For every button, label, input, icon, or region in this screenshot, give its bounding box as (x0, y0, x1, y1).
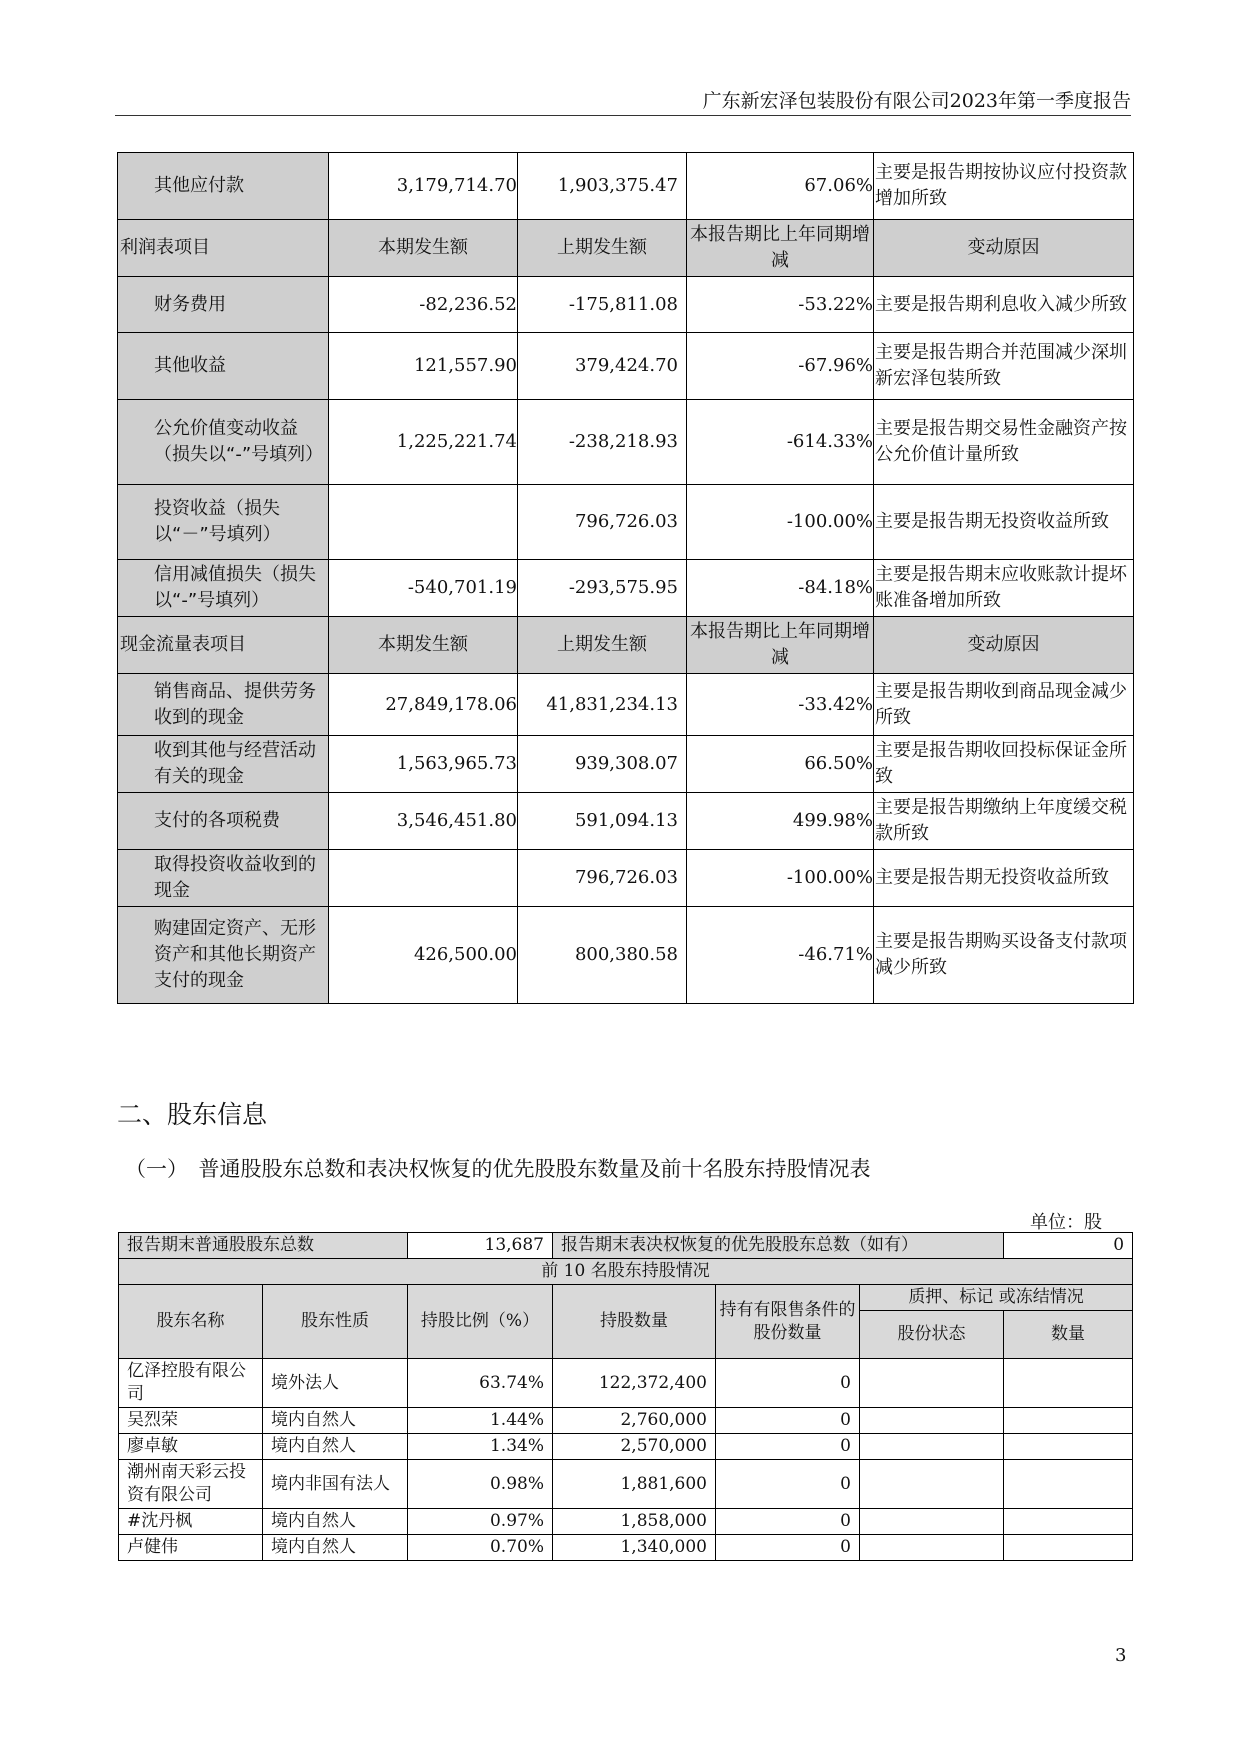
preferred-holders-value: 0 (1004, 1233, 1133, 1259)
restricted-shares: 0 (716, 1460, 860, 1509)
col-amount-header: 数量 (1004, 1311, 1133, 1359)
unit-label: 单位：股 (1030, 1212, 1102, 1233)
current-value: 1,225,221.74 (329, 400, 518, 485)
change-percent: 66.50% (687, 736, 874, 793)
table-row (118, 907, 1134, 1004)
shareholder-nature: 境内自然人 (263, 1535, 408, 1561)
cashflow-header-cell: 变动原因 (874, 617, 1134, 674)
holding-ratio: 1.44% (408, 1408, 553, 1434)
shareholder-nature: 境内自然人 (263, 1509, 408, 1535)
holding-ratio: 0.97% (408, 1509, 553, 1535)
shareholder-table (118, 1232, 1133, 1561)
holding-ratio: 1.34% (408, 1434, 553, 1460)
shareholder-row (119, 1535, 1133, 1561)
current-value: -540,701.19 (329, 560, 518, 617)
holding-quantity: 1,881,600 (553, 1460, 716, 1509)
total-holders-value: 13,687 (408, 1233, 553, 1259)
change-reason: 主要是报告期购买设备支付款项减少所致 (874, 907, 1134, 1004)
previous-value: -238,218.93 (518, 400, 687, 485)
change-reason: 主要是报告期缴纳上年度缓交税款所致 (874, 793, 1134, 850)
preferred-holders-label: 报告期末表决权恢复的优先股股东总数（如有） (553, 1233, 1004, 1259)
cashflow-header-cell: 本期发生额 (329, 617, 518, 674)
previous-value: 41,831,234.13 (518, 674, 687, 736)
current-value: 3,179,714.70 (329, 153, 518, 220)
page-number: 3 (1115, 1645, 1127, 1666)
holding-quantity: 1,858,000 (553, 1509, 716, 1535)
pledge-amount (1004, 1359, 1133, 1408)
table-row (118, 560, 1134, 617)
shareholder-nature: 境内自然人 (263, 1408, 408, 1434)
change-percent: -67.96% (687, 333, 874, 400)
change-reason: 主要是报告期收回投标保证金所致 (874, 736, 1134, 793)
previous-value: 591,094.13 (518, 793, 687, 850)
row-label: 购建固定资产、无形资产和其他长期资产支付的现金 (118, 907, 329, 1004)
row-label: 收到其他与经营活动有关的现金 (118, 736, 329, 793)
shareholder-row (119, 1434, 1133, 1460)
restricted-shares: 0 (716, 1434, 860, 1460)
table-row (118, 736, 1134, 793)
top10-title-row (119, 1259, 1133, 1285)
restricted-shares: 0 (716, 1359, 860, 1408)
shareholder-row (119, 1408, 1133, 1434)
holding-quantity: 2,570,000 (553, 1434, 716, 1460)
report-header: 广东新宏泽包装股份有限公司2023年第一季度报告 (702, 90, 1131, 112)
table-row (118, 850, 1134, 907)
current-value (329, 850, 518, 907)
col-nature-header: 股东性质 (263, 1285, 408, 1359)
change-percent: 67.06% (687, 153, 874, 220)
shareholder-nature: 境内非国有法人 (263, 1460, 408, 1509)
current-value (329, 485, 518, 560)
change-percent: -46.71% (687, 907, 874, 1004)
restricted-shares: 0 (716, 1509, 860, 1535)
col-name-header: 股东名称 (119, 1285, 263, 1359)
pledge-amount (1004, 1535, 1133, 1561)
shareholder-row (119, 1460, 1133, 1509)
table-row (118, 277, 1134, 333)
shareholder-name: 吴烈荣 (119, 1408, 263, 1434)
income-header-cell: 本期发生额 (329, 220, 518, 277)
col-restricted-header: 持有有限售条件的股份数量 (716, 1285, 860, 1359)
change-percent: -100.00% (687, 485, 874, 560)
current-value: 3,546,451.80 (329, 793, 518, 850)
restricted-shares: 0 (716, 1408, 860, 1434)
change-analysis-table (117, 152, 1134, 1004)
row-label: 信用减值损失（损失以“-”号填列） (118, 560, 329, 617)
table-row (118, 333, 1134, 400)
current-value: 121,557.90 (329, 333, 518, 400)
previous-value: -293,575.95 (518, 560, 687, 617)
pledge-status (860, 1408, 1004, 1434)
change-reason: 主要是报告期交易性金融资产按公允价值计量所致 (874, 400, 1134, 485)
previous-value: -175,811.08 (518, 277, 687, 333)
shareholder-name: 潮州南天彩云投资有限公司 (119, 1460, 263, 1509)
row-label: 投资收益（损失以“－”号填列） (118, 485, 329, 560)
shareholder-name: #沈丹枫 (119, 1509, 263, 1535)
pledge-status (860, 1434, 1004, 1460)
holding-ratio: 0.70% (408, 1535, 553, 1561)
subsection-heading: （一） 普通股股东总数和表决权恢复的优先股股东数量及前十名股东持股情况表 (125, 1157, 871, 1181)
col-qty-header: 持股数量 (553, 1285, 716, 1359)
table-row (118, 153, 1134, 220)
pledge-status (860, 1509, 1004, 1535)
previous-value: 939,308.07 (518, 736, 687, 793)
table-row (118, 400, 1134, 485)
row-label: 财务费用 (118, 277, 329, 333)
row-label: 其他收益 (118, 333, 329, 400)
change-percent: 499.98% (687, 793, 874, 850)
change-percent: -53.22% (687, 277, 874, 333)
cashflow-header-cell: 现金流量表项目 (118, 617, 329, 674)
change-percent: -84.18% (687, 560, 874, 617)
holding-quantity: 2,760,000 (553, 1408, 716, 1434)
row-label: 取得投资收益收到的现金 (118, 850, 329, 907)
income-header-cell: 上期发生额 (518, 220, 687, 277)
total-holders-label: 报告期末普通股股东总数 (119, 1233, 408, 1259)
table-row (118, 674, 1134, 736)
current-value: 1,563,965.73 (329, 736, 518, 793)
change-reason: 主要是报告期按协议应付投资款增加所致 (874, 153, 1134, 220)
holding-quantity: 1,340,000 (553, 1535, 716, 1561)
cashflow-header-cell: 本报告期比上年同期增减 (687, 617, 874, 674)
cashflow-header-cell: 上期发生额 (518, 617, 687, 674)
shareholder-nature: 境外法人 (263, 1359, 408, 1408)
previous-value: 379,424.70 (518, 333, 687, 400)
current-value: 27,849,178.06 (329, 674, 518, 736)
shareholder-name: 亿泽控股有限公司 (119, 1359, 263, 1408)
column-header-row (119, 1285, 1133, 1311)
pledge-status (860, 1359, 1004, 1408)
shareholder-row (119, 1509, 1133, 1535)
cashflow-header-row (118, 617, 1134, 674)
shareholder-nature: 境内自然人 (263, 1434, 408, 1460)
change-reason: 主要是报告期利息收入减少所致 (874, 277, 1134, 333)
holding-ratio: 0.98% (408, 1460, 553, 1509)
top10-title: 前 10 名股东持股情况 (119, 1259, 1133, 1285)
income-header-row (118, 220, 1134, 277)
previous-value: 796,726.03 (518, 485, 687, 560)
restricted-shares: 0 (716, 1535, 860, 1561)
pledge-amount (1004, 1509, 1133, 1535)
current-value: -82,236.52 (329, 277, 518, 333)
pledge-status (860, 1460, 1004, 1509)
change-percent: -33.42% (687, 674, 874, 736)
holding-quantity: 122,372,400 (553, 1359, 716, 1408)
change-reason: 主要是报告期无投资收益所致 (874, 485, 1134, 560)
header-divider (115, 115, 1131, 116)
pledge-status (860, 1535, 1004, 1561)
income-header-cell: 变动原因 (874, 220, 1134, 277)
pledge-amount (1004, 1460, 1133, 1509)
change-reason: 主要是报告期末应收账款计提坏账准备增加所致 (874, 560, 1134, 617)
change-percent: -100.00% (687, 850, 874, 907)
income-header-cell: 利润表项目 (118, 220, 329, 277)
change-reason: 主要是报告期收到商品现金减少所致 (874, 674, 1134, 736)
section-heading: 二、股东信息 (117, 1100, 268, 1129)
row-label: 销售商品、提供劳务收到的现金 (118, 674, 329, 736)
row-label: 公允价值变动收益（损失以“-”号填列） (118, 400, 329, 485)
change-reason: 主要是报告期合并范围减少深圳新宏泽包装所致 (874, 333, 1134, 400)
row-label: 支付的各项税费 (118, 793, 329, 850)
shareholder-name: 卢健伟 (119, 1535, 263, 1561)
shareholder-name: 廖卓敏 (119, 1434, 263, 1460)
table-row (118, 485, 1134, 560)
pledge-amount (1004, 1408, 1133, 1434)
change-reason: 主要是报告期无投资收益所致 (874, 850, 1134, 907)
holding-ratio: 63.74% (408, 1359, 553, 1408)
income-header-cell: 本报告期比上年同期增减 (687, 220, 874, 277)
pledge-amount (1004, 1434, 1133, 1460)
previous-value: 1,903,375.47 (518, 153, 687, 220)
change-percent: -614.33% (687, 400, 874, 485)
row-label: 其他应付款 (118, 153, 329, 220)
summary-row (119, 1233, 1133, 1259)
col-status-header: 股份状态 (860, 1311, 1004, 1359)
table-row (118, 793, 1134, 850)
current-value: 426,500.00 (329, 907, 518, 1004)
shareholder-row (119, 1359, 1133, 1408)
col-ratio-header: 持股比例（%） (408, 1285, 553, 1359)
previous-value: 796,726.03 (518, 850, 687, 907)
col-pledge-header: 质押、标记 或冻结情况 (860, 1285, 1133, 1311)
previous-value: 800,380.58 (518, 907, 687, 1004)
